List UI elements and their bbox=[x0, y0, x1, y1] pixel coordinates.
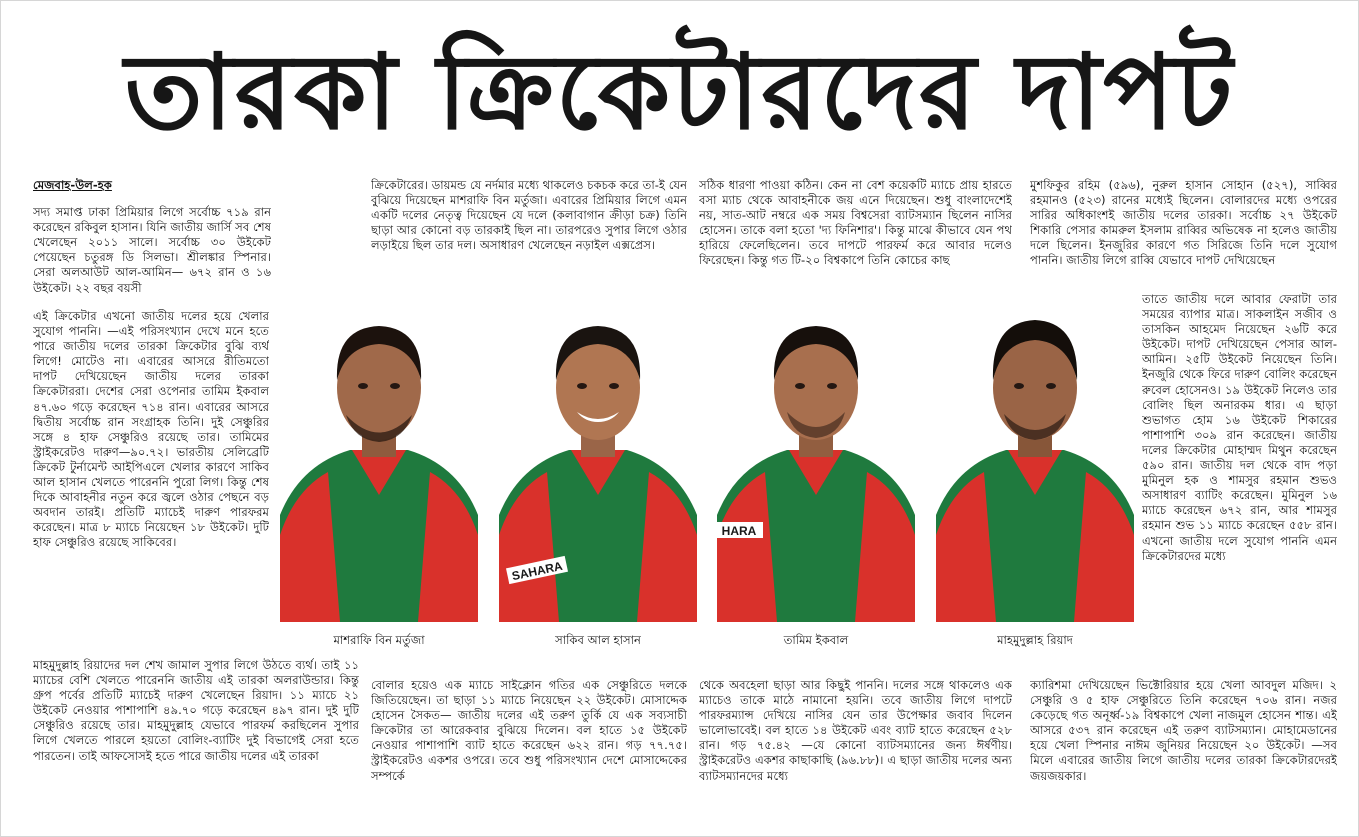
player-portrait bbox=[499, 300, 697, 622]
col4-top-text: মুশফিকুর রহিম (৫৯৬), নুরুল হাসান সোহান (৫২৭), সাব্বির রহমানও (৫২৩) রানের মধ্যেই ছিলেন। বোলারদের মধ্যে ওপরের সারির অধিকাংশই জাতীয় দলের তারকা। সর্বোচ্চ ২৭ উইকেট শিকারি পেসার কামরুল ইসলাম রাব্বির অভিষেক না হলেও জাতীয় দলে ছিলেন। ইনজুরির কারণে গত সিরিজে তিনি দলে সুযোগ পাননি। জাতীয় লিগে রাব্বি যেভাবে দাপট দেখিয়েছেন bbox=[1030, 178, 1337, 268]
jersey-sponsor: HARA bbox=[721, 524, 757, 538]
col3-top-text: সঠিক ধারণা পাওয়া কঠিন। কেন না বেশ কয়েকটি ম্যাচে প্রায় হারতে বসা ম্যাচ থেকে আবাহনীকে জয় এনে দিয়েছেন। শুধু বাংলাদেশেই নয়, সাত-আট নম্বরে এক সময় বিশ্বসেরা ব্যাটসম্যান ছিলেন নাসির হোসেন। তাকে বলা হতো 'দ্য ফিনিশার'। কিন্তু মাঝে কীভাবে যেন পথ হারিয়ে ফেলেছিলেন। তবে দাপটে পারফর্ম করে আবার দলেও ফিরেছেন। কিন্তু গত টি-২০ বিশ্বকাপে তিনি কোচের কাছ bbox=[699, 178, 1012, 268]
column-1-mid bbox=[33, 309, 269, 654]
col4-mid-text: তাতে জাতীয় দলে আবার ফেরাটা তার সময়ের ব্যাপার মাত্র। সাকলাইন সজীব ও তাসকিন আহমেদ নিয়েছেন ২৬টি করে উইকেট। দাপট দেখিয়েছেন পেসার আল-আমিন। ২৫টি উইকেট নিয়েছেন তিনি। ইনজুরি থেকে ফিরে দারুণ বোলিং করেছেন রুবেল হোসেনও। ১৯ উইকেট নিলেও তার বোলিং ছিল অনারকম ধার। এ ছাড়া শুভাগত হোম ১৬ উইকেট শিকারের পাশাপাশি ৩০৯ রান করেছেন। জাতীয় দলের ক্রিকেটার মোহাম্মদ মিথুন করেছেন ৫৯০ রান। জাতীয় দল থেকে বাদ পড়া মুমিনুল হক ও শামসুর রহমান শুভও অসাধারণ ব্যাটিং করেছেন। মুমিনুল ১৬ ম্যাচে করেছেন ৬৭২ রান, আর শামসুর রহমান শুভ ১১ ম্যাচে করেছেন ৫৫৮ রান। এখনো জাতীয় দলে সুযোগ পাননি এমন ক্রিকেটারদের মধ্যে bbox=[1142, 292, 1337, 563]
col1-bottom-text: মাহমুদুল্লাহ রিয়াদের দল শেখ জামাল সুপার লিগে উঠতে ব্যর্থ। তাই ১১ ম্যাচের বেশি খেলতে পারেননি জাতীয় এই তারকা অলরাউন্ডার। কিন্তু গ্রুপ পর্বের প্রতিটি ম্যাচেই দারুণ খেলেছেন রিয়াদ। ১১ ম্যাচে ২১ উইকেট নেওয়ার পাশাপাশি ৪৯.৭০ গড়ে করেছেন ৪৯৭ রান। দুই দুটি সেঞ্চুরিও রয়েছে তার। মাহমুদুল্লাহ যেভাবে পারফর্ম করছিলেন সুপার লিগে খেলতে পারলে হয়তো বোলিং-ব্যাটিং দুই বিভাগেই সেরা হতে পারতেন। তাই আফসোসই হতে পারে জাতীয় দলের এই তারকা bbox=[33, 658, 359, 763]
photo-caption: মাশরাফি বিন মর্তুজা bbox=[333, 633, 425, 647]
column-4-top bbox=[1030, 178, 1337, 290]
col2-bottom-text: বোলার হয়েও এক ম্যাচে সাইক্লোন গতির এক সেঞ্চুরিতে দলকে জিতিয়েছেন। তা ছাড়া ১১ ম্যাচে নিয়েছেন ২২ উইকেট। মোসাদ্দেক হোসেন সৈকত— জাতীয় দলের এই তরুণ তুর্কি যে এক সব্যসাচী ক্রিকেটার তা আরেকবার বুঝিয়ে দিলেন। বল হাতে ১৫ উইকেট নেওয়ার পাশাপাশি ব্যাট হাতে করেছেন ৬২২ রান। গড় ৭৭.৭৫। স্ট্রাইকরেটও একশর ওপরে। তবে শুধু পরিসংখ্যান দেশে মোসাদ্দেকের সম্পর্কে bbox=[371, 678, 687, 783]
column-4-mid bbox=[1142, 292, 1337, 675]
col1-top-text: সদ্য সমাপ্ত ঢাকা প্রিমিয়ার লিগে সর্বোচ্চ ৭১৯ রান করেছেন রকিবুল হাসান। যিনি জাতীয় জার্সি সব শেষ খেলেছেন ২০১১ সালে। সর্বোচ্চ ৩০ উইকেট পেয়েছেন চতুরঙ্গ ডি সিলভা। শ্রীলঙ্কার স্পিনার। সেরা অলআউট আল-আমিন— ৬৭২ রান ও ১৬ উইকেট। ২২ বছর বয়সী bbox=[33, 205, 271, 295]
photo-caption: তামিম ইকবাল bbox=[783, 633, 849, 647]
photo-caption: মাহমুদুল্লাহ রিয়াদ bbox=[997, 633, 1073, 647]
photo-caption: সাকিব আল হাসান bbox=[555, 633, 641, 647]
col4-bottom-text: ক্যারিশমা দেখিয়েছেন ভিক্টোরিয়ার হয়ে খেলা আবদুল মজিদ। ২ সেঞ্চুরি ও ৫ হাফ সেঞ্চুরিতে তিনি করেছেন ৭০৬ রান। নজর কেড়েছে গত অনূর্ধ্ব-১৯ বিশ্বকাপে খেলা নাজমুল হোসেন শান্ত। এই আসরে ৫৩৭ রান করেছেন এই তরুণ ব্যাটসম্যান। মোহামেডানের হয়ে খেলা স্পিনার নাঈম জুনিয়র নিয়েছেন ২০ উইকেট। —সব মিলে এবারের জাতীয় লিগে জাতীয় দলের তারকা ক্রিকেটারদেরই জয়জয়কার। bbox=[1030, 678, 1337, 783]
col1-mid-text: এই ক্রিকেটার এখনো জাতীয় দলের হয়ে খেলার সুযোগ পাননি। —এই পরিসংখ্যান দেখে মনে হতে পারে জাতীয় দলের তারকা ক্রিকেটার বুঝি ব্যর্থ লিগে! মোটেও না। এবারের আসরে রীতিমতো দাপট দেখিয়েছেন জাতীয় দলের তারকা ক্রিকেটাররা। দেশের সেরা ওপেনার তামিম ইকবাল ৪৭.৬০ গড়ে করেছেন ৭১৪ রান। এবারের আসরে দ্বিতীয় সর্বোচ্চ রান সংগ্রাহক তিনি। দুই সেঞ্চুরির সঙ্গে ৪ হাফ সেঞ্চুরিও রয়েছে তার। তামিমের স্ট্রাইকরেটও দারুণ—৯০.৭২। ভারতীয় সেলিব্রেটি ক্রিকেট টুর্নামেন্ট আইপিএলে খেলার কারণে সাকিব আল হাসান খেলতে পারেননি পুরো লিগ। কিন্তু শেষ দিকে আবাহনীর নতুন করে জ্বলে ওঠার পেছনে বড় অবদান তারই। প্রতিটি ম্যাচেই দারুণ পারফরম করেছেন। মাত্র ৮ ম্যাচে নিয়েছেন ১৮ উইকেট। দুটি হাফ সেঞ্চুরিও রয়েছে সাকিবের। bbox=[33, 309, 269, 550]
column-1-bottom bbox=[33, 658, 359, 818]
player-photo bbox=[717, 300, 915, 622]
player-portrait bbox=[717, 300, 915, 622]
player-portrait bbox=[936, 300, 1134, 622]
column-2-top bbox=[371, 178, 687, 290]
player-photo bbox=[499, 300, 697, 622]
player-portrait bbox=[280, 300, 478, 622]
player-photo bbox=[936, 300, 1134, 622]
col2-top-text: ক্রিকেটারের। ডায়মন্ড যে নর্দমার মধ্যে থাকলেও চকচক করে তা-ই যেন বুঝিয়ে দিয়েছেন মাশরাফি বিন মর্তুজা। এবারের প্রিমিয়ার লিগে এমন একটি দলের নেতৃত্ব দিয়েছেন যে দলে (কলাবাগান ক্রীড়া চক্র) তিনি ছাড়া আর কোনো বড় তারকাই ছিল না। তারপরেও সুপার লিগে ওঠার লড়াইয়ে ছিল তার দল। অসাধারণ খেলেছেন নড়াইল এক্সপ্রেস। bbox=[371, 178, 687, 253]
jersey-sponsor: SAHARA bbox=[510, 558, 564, 584]
column-3-bottom bbox=[699, 678, 1012, 818]
headline: তারকা ক্রিকেটারদের দাপট bbox=[124, 31, 1235, 153]
column-2-bottom bbox=[371, 678, 687, 818]
column-4-bottom bbox=[1030, 678, 1337, 818]
column-3-top bbox=[699, 178, 1012, 290]
player-photo bbox=[280, 300, 478, 622]
column-1-top bbox=[33, 178, 271, 308]
byline: মেজবাহ-উল-হক bbox=[33, 178, 112, 192]
col3-bottom-text: থেকে অবহেলা ছাড়া আর কিছুই পাননি। দলের সঙ্গে থাকলেও এক ম্যাচেও তাকে মাঠে নামানো হয়নি। তবে জাতীয় লিগে দাপটে পারফরম্যান্স দেখিয়ে নাসির যেন তার উপেক্ষার জবাব দিলেন ভালোভাবেই। বল হাতে ১৪ উইকেট এবং ব্যাট হাতে করেছেন ৫২৮ রান। গড় ৭৫.৪২ —যে কোনো ব্যাটসম্যানের জন্য ঈর্ষণীয়। স্ট্রাইকরেটও একশর কাছাকাছি (৯৬.৮৮)। এ ছাড়া জাতীয় দলের অন্য ব্যাটসম্যানদের মধ্যে bbox=[699, 678, 1012, 783]
